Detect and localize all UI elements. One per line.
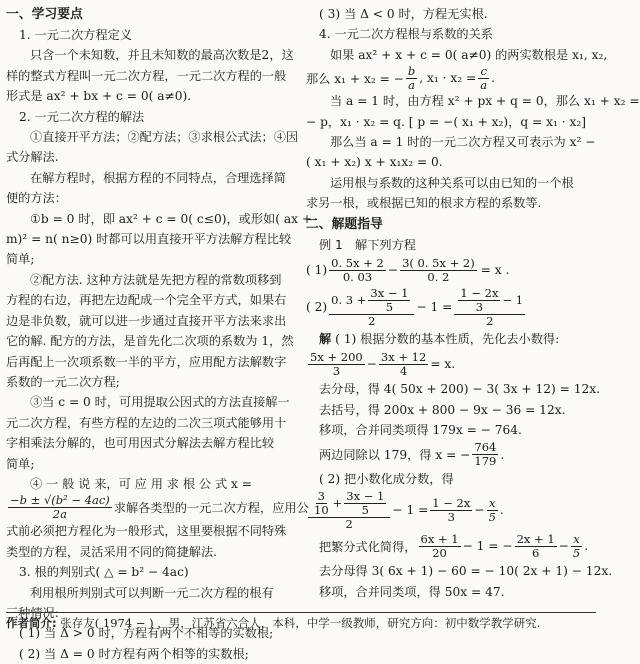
fraction: $\frac{5x + 200}{3}$ [310, 349, 363, 378]
method-item-3: 字相乘法分解的，也可用因式分解法去解方程比较 [6, 436, 275, 451]
author-bio: 张存友( 1974 − ) ，男，江苏省六合人，本科，中学一级教师，研究方向：初中数学教学研究. [60, 616, 541, 630]
vieta-line: − p，x₁ · x₂ = q. [ p = −( x₁ + x₂)，q = x₁ · x₂] [306, 114, 587, 129]
method-item-4: ④ 一 般 说 来，可 应 用 求 根 公 式 x = [30, 476, 253, 491]
simplified-equation: 把繁分式化简得， $\frac{6x + 1}{20}$ − 1 = − $\frac{2x + 1}{6}$ − $\frac{x}{5}$ . [319, 531, 589, 560]
fraction: $\frac{6x + 1}{20}$ [420, 531, 459, 560]
method-item-4: 类型的方程，灵活采用不同的简捷解法. [6, 544, 218, 559]
vieta-formula-row: 那么 x₁ + x₂ = − $\frac{b}{a}$ , x₁ · x₂ = $\frac{c}{a}$ . [306, 63, 495, 92]
subsection-title-discriminant: 3. 根的判别式( △ = b² − 4ac) [19, 565, 189, 580]
method-item-3: 简单; [6, 456, 35, 471]
fraction: $\frac{0. 5x + 2}{0. 03}$ [331, 255, 384, 284]
solution-step: 去分母，得 4( 50x + 200) − 3( 3x + 12) = 12x. [319, 382, 600, 397]
solution-label: 解 [319, 332, 332, 347]
method-item-2: 边是非负数，就可以进一步通过直接开平方法来求出 [6, 313, 287, 328]
definition-line: 样的整式方程叫一元二次方程，一元二次方程的一般 [6, 68, 287, 83]
method-item-2: 系数的一元二次方程; [6, 374, 120, 389]
vieta-line: 如果 ax² + x + c = 0( a≠0) 的两实数根是 x₁, x₂, [330, 47, 608, 62]
solution-step: 去括号，得 200x + 800 − 9x − 36 = 12x. [319, 402, 566, 417]
method-item-1: 简单; [6, 252, 35, 267]
vieta-line: 当 a = 1 时，由方程 x² + px + q = 0，那么 x₁ + x₂ = [330, 94, 640, 109]
method-item-2: 方程的右边，再把左边配成一个完全平方式，如果右 [6, 293, 287, 308]
method-item-3: 元二次方程，有些方程的左边的二次三项式能够用十 [6, 415, 287, 430]
fraction: $\frac{x}{5}$ [572, 531, 581, 560]
quadratic-formula-row: $\frac{\text{−b ± √(b² − 4ac)}}{2a}$ 求解各类型的一元二次方程，应用公 [10, 493, 309, 522]
method-item-1: m)² = n( n≥0) 时都可以用直接开平方法解方程比较 [6, 232, 292, 247]
part-2-title: ( 2) 把小数化成分数，得 [319, 471, 454, 486]
section-heading-guidance: 二、解题指导 [306, 216, 383, 232]
solution-step: 移项，合并同类项，得 50x = 47. [319, 584, 505, 599]
method-item-2: ②配方法. 这种方法就是先把方程的常数项移到 [30, 272, 282, 287]
solution-step: 移项，合并同类项得 179x = − 764. [319, 423, 522, 438]
methods-line: 式分解法. [6, 150, 59, 165]
solution-step: 去分母得 3( 6x + 1) − 60 = − 10( 2x + 1) − 12x. [319, 564, 613, 579]
equation-2: ( 2) 0. 3 + $\frac{3x - 1}{5}$ 2 − 1 = $\frac{1 - 2x}{3}$ − 1 2 [306, 285, 524, 328]
fraction: $\frac{b}{a}$ [407, 63, 416, 92]
case-line: ( 2) 当 Δ = 0 时方程有两个相等的实数根; [19, 646, 249, 661]
example-title: 例 1 解下列方程 [319, 237, 416, 252]
vieta-line: 那么当 a = 1 时的一元二次方程又可表示为 x² − [330, 135, 596, 150]
definition-line: 只含一个未知数，并且未知数的最高次数是2，这 [30, 48, 294, 63]
fraction: $\frac{c}{a}$ [480, 63, 488, 92]
method-item-4: 式前必须把方程化为一般形式，这里要根据不同特殊 [6, 524, 287, 539]
method-item-1: ①b = 0 时，即 ax² + c = 0( c≤0)，或形如( ax + [30, 211, 313, 226]
part-2-equation: $\frac{3}{10}$ + $\frac{3x - 1}{5}$ 2 − 1 = $\frac{1 - 2x}{3}$ − $\frac{x}{5}$ . [306, 489, 596, 531]
method-item-2: 它的解. 配方的方法，是首先化二次项的系数为 1，然 [6, 334, 294, 349]
fraction: $\frac{x}{5}$ [488, 495, 496, 524]
fraction: $\frac{1 - 2x}{3}$ [432, 495, 471, 524]
case-line: ( 3) 当 Δ < 0 时，方程无实根. [319, 7, 488, 21]
fraction: $\frac{764}{179}$ [474, 440, 497, 469]
methods-line: ①直接开平方法；②配方法；③求根公式法；④因 [30, 130, 299, 145]
application-line: 运用根与系数的这种关系可以由已知的一个根 [330, 175, 574, 190]
subsection-title-vieta: 4. 一元二次方程根与系数的关系 [319, 27, 493, 42]
intro-line: 便的方法： [6, 191, 67, 206]
vieta-line: ( x₁ + x₂) x + x₁x₂ = 0. [306, 155, 443, 170]
solution-equation: $\frac{5x + 200}{3}$ − $\frac{3x + 12}{4}$ = x. [310, 349, 456, 378]
discriminant-line: 三种情况: [6, 605, 59, 620]
method-item-3: ③当 c = 0 时，可用提取公因式的方法直接解一 [30, 395, 290, 410]
fraction: $\frac{2x + 1}{6}$ [516, 531, 555, 560]
equation-1: ( 1) $\frac{0. 5x + 2}{0. 03}$ − $\frac{3( 0. 5x + 2)}{0. 2}$ = x . [306, 255, 510, 284]
method-item-2: 后再配上一次项系数一半的平方，应用配方法解数字 [6, 354, 287, 369]
fraction: $\frac{3x + 12}{4}$ [380, 349, 427, 378]
complex-fraction: 0. 3 + $\frac{3x - 1}{5}$ 2 [329, 287, 414, 328]
fraction: $\frac{3( 0. 5x + 2)}{0. 2}$ [402, 255, 475, 284]
application-line: 求另一根，或根据已知的根求方程的系数等. [306, 196, 542, 211]
section-heading-learning-points: 一、学习要点 [6, 7, 83, 22]
discriminant-line: 利用根所判别式可以判断一元二次方程的根有 [30, 585, 274, 600]
subsection-title-solutions: 2. 一元二次方程的解法 [19, 109, 145, 124]
author-label: 作者简介: [6, 616, 57, 630]
intro-line: 在解方程时，根据方程的不同特点，合理选择简 [30, 170, 286, 185]
subsection-title-definition: 1. 一元二次方程定义 [19, 28, 133, 42]
case-line: ( 1) 当 Δ > 0 时，方程有两个不相等的实数根; [19, 626, 274, 641]
solution-intro: 解 ( 1) 根据分数的基本性质，先化去小数得: [319, 332, 560, 347]
right-column [306, 4, 640, 602]
quadratic-formula: $\frac{\text{−b ± √(b² − 4ac)}}{2a}$ [10, 493, 110, 522]
author-footnote [6, 612, 596, 631]
complex-fraction: $\frac{3}{10}$ + $\frac{3x - 1}{5}$ 2 [308, 490, 390, 531]
complex-fraction: $\frac{1 - 2x}{3}$ − 1 2 [454, 287, 525, 328]
solution-step: 两边同除以 179，得 x = − $\frac{764}{179}$ . [319, 440, 505, 469]
definition-line: 形式是 ax² + bx + c = 0( a≠0). [6, 89, 192, 104]
